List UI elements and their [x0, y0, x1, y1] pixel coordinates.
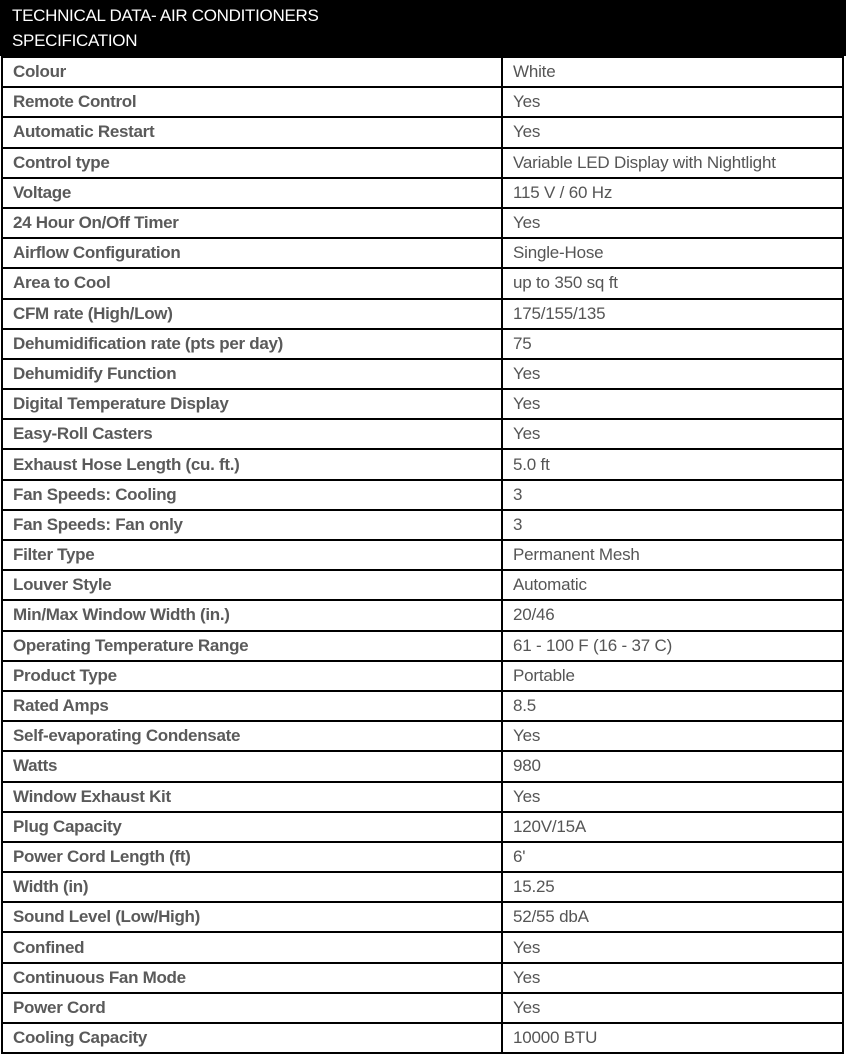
table-row [2, 691, 843, 721]
spec-label: 24 Hour On/Off Timer [2, 208, 502, 238]
spec-value: 61 - 100 F (16 - 37 C) [502, 631, 843, 661]
table-row [2, 329, 843, 359]
spec-label: Fan Speeds: Cooling [2, 480, 502, 510]
spec-label: Dehumidification rate (pts per day) [2, 329, 502, 359]
table-row [2, 721, 843, 751]
spec-label: Digital Temperature Display [2, 389, 502, 419]
spec-label: Louver Style [2, 570, 502, 600]
table-row [2, 57, 843, 87]
spec-label: Continuous Fan Mode [2, 963, 502, 993]
spec-label: Easy-Roll Casters [2, 419, 502, 449]
spec-label: CFM rate (High/Low) [2, 299, 502, 329]
table-row [2, 419, 843, 449]
spec-label: Min/Max Window Width (in.) [2, 600, 502, 630]
table-row [2, 540, 843, 570]
table-row [2, 359, 843, 389]
spec-label: Self-evaporating Condensate [2, 721, 502, 751]
spec-value: up to 350 sq ft [502, 268, 843, 298]
spec-value: 15.25 [502, 872, 843, 902]
spec-value: Variable LED Display with Nightlight [502, 148, 843, 178]
spec-label: Watts [2, 751, 502, 781]
table-row [2, 751, 843, 781]
table-row [2, 148, 843, 178]
spec-label: Filter Type [2, 540, 502, 570]
spec-value: 120V/15A [502, 812, 843, 842]
spec-label: Dehumidify Function [2, 359, 502, 389]
table-row [2, 1023, 843, 1053]
spec-table [1, 56, 844, 1054]
spec-value: 5.0 ft [502, 449, 843, 479]
table-row [2, 842, 843, 872]
spec-value: 115 V / 60 Hz [502, 178, 843, 208]
spec-value: Yes [502, 419, 843, 449]
spec-label: Confined [2, 932, 502, 962]
table-row [2, 902, 843, 932]
table-row [2, 631, 843, 661]
table-row [2, 208, 843, 238]
spec-label: Voltage [2, 178, 502, 208]
spec-value: Yes [502, 389, 843, 419]
spec-label: Sound Level (Low/High) [2, 902, 502, 932]
spec-value: 8.5 [502, 691, 843, 721]
table-row [2, 87, 843, 117]
spec-value: 3 [502, 510, 843, 540]
spec-value: 75 [502, 329, 843, 359]
table-row [2, 782, 843, 812]
spec-value: 3 [502, 480, 843, 510]
spec-value: Yes [502, 208, 843, 238]
spec-value: Yes [502, 932, 843, 962]
spec-value: Yes [502, 993, 843, 1023]
table-row [2, 510, 843, 540]
table-row [2, 570, 843, 600]
table-row [2, 963, 843, 993]
spec-label: Window Exhaust Kit [2, 782, 502, 812]
spec-value: Yes [502, 782, 843, 812]
spec-label: Power Cord Length (ft) [2, 842, 502, 872]
table-row [2, 449, 843, 479]
spec-label: Operating Temperature Range [2, 631, 502, 661]
table-row [2, 993, 843, 1023]
spec-value: Single-Hose [502, 238, 843, 268]
table-row [2, 812, 843, 842]
table-row [2, 238, 843, 268]
title-line-1: TECHNICAL DATA- AIR CONDITIONERS [12, 6, 319, 25]
table-title [0, 0, 846, 56]
spec-label: Control type [2, 148, 502, 178]
spec-value: 10000 BTU [502, 1023, 843, 1053]
spec-label: Fan Speeds: Fan only [2, 510, 502, 540]
spec-label: Area to Cool [2, 268, 502, 298]
spec-value: 52/55 dbA [502, 902, 843, 932]
title-line-2: SPECIFICATION [12, 31, 138, 50]
spec-label: Cooling Capacity [2, 1023, 502, 1053]
spec-label: Remote Control [2, 87, 502, 117]
spec-label: Exhaust Hose Length (cu. ft.) [2, 449, 502, 479]
spec-value: Portable [502, 661, 843, 691]
spec-label: Power Cord [2, 993, 502, 1023]
table-row [2, 117, 843, 147]
table-row [2, 932, 843, 962]
spec-value: White [502, 57, 843, 87]
table-row [2, 872, 843, 902]
spec-label: Automatic Restart [2, 117, 502, 147]
spec-value: 980 [502, 751, 843, 781]
table-row [2, 268, 843, 298]
spec-label: Width (in) [2, 872, 502, 902]
spec-label: Airflow Configuration [2, 238, 502, 268]
spec-label: Colour [2, 57, 502, 87]
spec-label: Product Type [2, 661, 502, 691]
table-row [2, 299, 843, 329]
table-row [2, 480, 843, 510]
table-row [2, 389, 843, 419]
spec-value: Yes [502, 117, 843, 147]
spec-value: Automatic [502, 570, 843, 600]
spec-label: Plug Capacity [2, 812, 502, 842]
spec-value: Permanent Mesh [502, 540, 843, 570]
table-row [2, 178, 843, 208]
spec-value: Yes [502, 963, 843, 993]
spec-value: Yes [502, 359, 843, 389]
spec-label: Rated Amps [2, 691, 502, 721]
table-row [2, 600, 843, 630]
table-row [2, 661, 843, 691]
spec-value: 20/46 [502, 600, 843, 630]
spec-value: 175/155/135 [502, 299, 843, 329]
spec-value: Yes [502, 87, 843, 117]
spec-value: 6' [502, 842, 843, 872]
spec-value: Yes [502, 721, 843, 751]
